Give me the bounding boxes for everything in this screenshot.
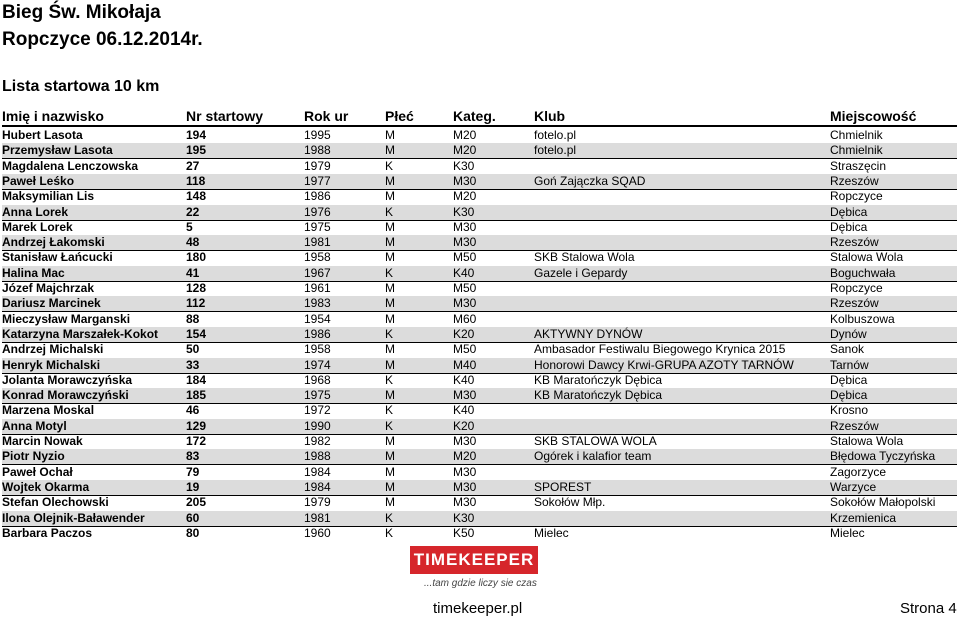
cell-club: Sokołów Młp. <box>534 495 606 510</box>
cell-club: Honorowi Dawcy Krwi-GRUPA AZOTY TARNÓW <box>534 357 794 372</box>
cell-category: K30 <box>453 158 475 173</box>
cell-number: 27 <box>186 158 200 173</box>
col-header-number: Nr startowy <box>186 108 264 124</box>
table-row <box>2 128 957 143</box>
cell-city: Dębica <box>830 204 868 219</box>
cell-name: Marzena Moskal <box>2 403 95 418</box>
cell-category: M20 <box>453 128 477 142</box>
cell-number: 194 <box>186 128 207 142</box>
cell-club: fotelo.pl <box>534 128 577 142</box>
cell-number: 48 <box>186 235 200 250</box>
cell-club: Goń Zajączka SQAD <box>534 173 646 188</box>
timekeeper-logo <box>410 546 538 594</box>
table-row <box>2 327 957 343</box>
col-header-category: Kateg. <box>453 108 496 124</box>
cell-name: Przemysław Lasota <box>2 143 113 158</box>
cell-sex: M <box>385 250 395 265</box>
cell-name: Marek Lorek <box>2 219 73 234</box>
cell-city: Dębica <box>830 219 868 234</box>
cell-category: M20 <box>453 189 477 204</box>
cell-category: M30 <box>453 388 477 403</box>
cell-name: Jolanta Morawczyńska <box>2 372 133 387</box>
cell-city: Błędowa Tyczyńska <box>830 449 936 464</box>
table-row <box>2 358 957 374</box>
cell-sex: K <box>385 326 394 341</box>
cell-city: Rzeszów <box>830 173 879 188</box>
table-row <box>2 419 957 435</box>
cell-year: 1983 <box>304 296 331 311</box>
cell-name: Ilona Olejnik-Baławender <box>2 510 145 525</box>
table-row <box>2 235 957 251</box>
cell-category: M20 <box>453 449 477 464</box>
cell-category: K20 <box>453 326 475 341</box>
cell-name: Marcin Nowak <box>2 434 83 448</box>
cell-club: SPOREST <box>534 479 592 494</box>
cell-number: 112 <box>186 296 206 311</box>
cell-sex: M <box>385 296 395 311</box>
cell-number: 60 <box>186 510 200 525</box>
cell-category: K20 <box>453 418 475 433</box>
cell-year: 1958 <box>304 250 331 265</box>
cell-number: 118 <box>186 173 206 188</box>
cell-name: Halina Mac <box>2 265 65 280</box>
cell-category: K30 <box>453 510 475 525</box>
cell-city: Stalowa Wola <box>830 434 904 448</box>
cell-name: Andrzej Łakomski <box>2 235 105 250</box>
cell-club: Mielec <box>534 525 569 540</box>
cell-category: K30 <box>453 204 475 219</box>
cell-category: M30 <box>453 479 477 494</box>
cell-year: 1979 <box>304 495 331 510</box>
col-header-sex: Płeć <box>385 108 414 124</box>
table-row <box>2 480 957 496</box>
cell-sex: M <box>385 357 395 372</box>
table-row <box>2 189 957 204</box>
logo-wordmark: TIMEKEEPER <box>410 546 538 574</box>
cell-city: Krosno <box>830 403 869 418</box>
cell-city: Rzeszów <box>830 296 879 311</box>
cell-number: 50 <box>186 342 200 357</box>
cell-year: 1975 <box>304 219 331 234</box>
cell-year: 1972 <box>304 403 331 418</box>
cell-city: Krzemienica <box>830 510 897 525</box>
table-row <box>2 511 957 527</box>
col-header-club: Klub <box>534 108 566 124</box>
cell-year: 1968 <box>304 372 331 387</box>
cell-sex: M <box>385 449 395 464</box>
cell-sex: M <box>385 128 395 142</box>
cell-city: Zagorzyce <box>830 464 887 479</box>
cell-number: 148 <box>186 189 207 204</box>
list-subtitle: Lista startowa 10 km <box>2 78 160 95</box>
cell-city: Boguchwała <box>830 265 896 280</box>
cell-sex: K <box>385 372 394 387</box>
cell-name: Mieczysław Marganski <box>2 311 131 326</box>
table-row <box>2 465 957 480</box>
cell-category: M30 <box>453 296 477 311</box>
cell-number: 80 <box>186 525 200 540</box>
cell-name: Wojtek Okarma <box>2 479 90 494</box>
cell-year: 1958 <box>304 342 331 357</box>
cell-sex: K <box>385 525 394 540</box>
cell-sex: M <box>385 495 395 510</box>
cell-city: Sokołów Małopolski <box>830 495 936 510</box>
cell-name: Paweł Leśko <box>2 173 75 188</box>
cell-name: Paweł Ochał <box>2 464 73 479</box>
cell-category: K40 <box>453 265 475 280</box>
cell-category: M50 <box>453 281 477 295</box>
page-title-line1: Bieg Św. Mikołaja <box>2 2 161 23</box>
cell-city: Sanok <box>830 342 865 357</box>
cell-city: Mielec <box>830 525 865 540</box>
cell-number: 185 <box>186 388 207 403</box>
cell-category: K40 <box>453 403 475 418</box>
cell-city: Ropczyce <box>830 281 883 295</box>
cell-sex: M <box>385 219 395 234</box>
cell-number: 5 <box>186 219 193 234</box>
cell-name: Anna Motyl <box>2 418 67 433</box>
table-row <box>2 266 957 282</box>
cell-city: Rzeszów <box>830 418 879 433</box>
cell-sex: M <box>385 235 395 250</box>
cell-city: Rzeszów <box>830 235 879 250</box>
table-row <box>2 281 957 296</box>
cell-year: 1988 <box>304 143 331 158</box>
table-row <box>2 434 957 449</box>
cell-name: Hubert Lasota <box>2 128 83 142</box>
cell-number: 46 <box>186 403 200 418</box>
cell-category: M50 <box>453 342 477 357</box>
cell-club: Ambasador Festiwalu Biegowego Krynica 2015 <box>534 342 786 357</box>
cell-number: 154 <box>186 326 207 341</box>
table-row <box>2 449 957 465</box>
cell-sex: M <box>385 464 395 479</box>
cell-name: Magdalena Lenczowska <box>2 158 139 173</box>
cell-year: 1988 <box>304 449 331 464</box>
page-title-line2: Ropczyce 06.12.2014r. <box>2 29 203 50</box>
cell-name: Józef Majchrzak <box>2 281 95 295</box>
cell-number: 83 <box>186 449 200 464</box>
header-divider <box>2 125 957 127</box>
cell-sex: M <box>385 189 395 204</box>
cell-city: Kolbuszowa <box>830 311 895 326</box>
cell-year: 1990 <box>304 418 331 433</box>
cell-club: fotelo.pl <box>534 143 577 158</box>
cell-city: Ropczyce <box>830 189 883 204</box>
cell-year: 1981 <box>304 235 331 250</box>
table-row <box>2 143 957 159</box>
cell-category: M60 <box>453 311 477 326</box>
cell-name: Stanisław Łańcucki <box>2 250 113 265</box>
cell-number: 184 <box>186 372 207 387</box>
cell-name: Henryk Michalski <box>2 357 101 372</box>
cell-number: 88 <box>186 311 200 326</box>
cell-number: 22 <box>186 204 200 219</box>
cell-sex: K <box>385 204 394 219</box>
cell-category: M30 <box>453 173 477 188</box>
cell-club: AKTYWNY DYNÓW <box>534 326 643 341</box>
cell-year: 1982 <box>304 434 331 448</box>
cell-year: 1954 <box>304 311 331 326</box>
cell-year: 1984 <box>304 464 331 479</box>
table-row <box>2 312 957 327</box>
cell-year: 1961 <box>304 281 331 295</box>
table-row <box>2 159 957 174</box>
cell-category: M30 <box>453 495 477 510</box>
table-row <box>2 220 957 235</box>
cell-city: Chmielnik <box>830 143 883 158</box>
cell-year: 1995 <box>304 128 331 142</box>
table-row <box>2 296 957 312</box>
cell-category: M30 <box>453 219 477 234</box>
cell-sex: M <box>385 479 395 494</box>
cell-name: Katarzyna Marszałek-Kokot <box>2 326 159 341</box>
cell-number: 129 <box>186 418 207 433</box>
cell-city: Warzyce <box>830 479 877 494</box>
cell-category: K40 <box>453 372 475 387</box>
table-row <box>2 388 957 404</box>
cell-club: KB Maratończyk Dębica <box>534 388 663 403</box>
cell-category: M30 <box>453 235 477 250</box>
footer-website: timekeeper.pl <box>433 600 523 617</box>
cell-city: Tarnów <box>830 357 869 372</box>
cell-club: KB Maratończyk Dębica <box>534 372 663 387</box>
cell-sex: M <box>385 281 395 295</box>
cell-sex: K <box>385 510 394 525</box>
table-row <box>2 250 957 265</box>
table-row <box>2 526 957 541</box>
cell-sex: M <box>385 388 395 403</box>
cell-number: 41 <box>186 265 200 280</box>
cell-city: Dębica <box>830 372 868 387</box>
cell-number: 33 <box>186 357 200 372</box>
cell-year: 1984 <box>304 479 331 494</box>
cell-club: Ogórek i kalafior team <box>534 449 652 464</box>
table-row <box>2 373 957 388</box>
cell-name: Maksymilian Lis <box>2 189 95 204</box>
cell-year: 1977 <box>304 173 331 188</box>
cell-category: M40 <box>453 357 477 372</box>
cell-club: SKB STALOWA WOLA <box>534 434 657 448</box>
table-row <box>2 205 957 221</box>
cell-club: Gazele i Gepardy <box>534 265 628 280</box>
col-header-year: Rok ur <box>304 108 349 124</box>
table-row <box>2 495 957 510</box>
cell-sex: K <box>385 265 394 280</box>
footer-page-number: Strona 4 <box>900 600 957 617</box>
cell-name: Andrzej Michalski <box>2 342 104 357</box>
cell-city: Dynów <box>830 326 867 341</box>
table-row <box>2 342 957 357</box>
cell-sex: M <box>385 434 395 448</box>
logo-tagline: ...tam gdzie liczy sie czas <box>424 578 537 589</box>
cell-number: 180 <box>186 250 207 265</box>
cell-sex: K <box>385 158 394 173</box>
cell-year: 1986 <box>304 189 331 204</box>
cell-number: 195 <box>186 143 207 158</box>
cell-name: Dariusz Marcinek <box>2 296 101 311</box>
cell-sex: M <box>385 143 395 158</box>
cell-number: 205 <box>186 495 207 510</box>
cell-sex: M <box>385 311 395 326</box>
cell-city: Stalowa Wola <box>830 250 904 265</box>
cell-year: 1975 <box>304 388 331 403</box>
cell-name: Anna Lorek <box>2 204 69 219</box>
cell-year: 1974 <box>304 357 331 372</box>
cell-city: Chmielnik <box>830 128 883 142</box>
cell-sex: K <box>385 418 394 433</box>
cell-category: M30 <box>453 434 477 448</box>
cell-club: SKB Stalowa Wola <box>534 250 635 265</box>
cell-name: Piotr Nyzio <box>2 449 65 464</box>
cell-city: Straszęcin <box>830 158 887 173</box>
col-header-city: Miejscowość <box>830 108 917 124</box>
cell-name: Barbara Paczos <box>2 525 93 540</box>
cell-number: 19 <box>186 479 200 494</box>
cell-category: M30 <box>453 464 477 479</box>
cell-category: K50 <box>453 525 475 540</box>
col-header-name: Imię i nazwisko <box>2 108 104 124</box>
table-row <box>2 174 957 190</box>
cell-sex: M <box>385 342 395 357</box>
cell-name: Konrad Morawczyński <box>2 388 129 403</box>
cell-year: 1986 <box>304 326 331 341</box>
cell-year: 1979 <box>304 158 331 173</box>
cell-number: 172 <box>186 434 207 448</box>
cell-year: 1976 <box>304 204 331 219</box>
cell-category: M20 <box>453 143 477 158</box>
cell-sex: M <box>385 173 395 188</box>
cell-sex: K <box>385 403 394 418</box>
cell-number: 79 <box>186 464 200 479</box>
cell-name: Stefan Olechowski <box>2 495 109 510</box>
cell-category: M50 <box>453 250 477 265</box>
cell-year: 1981 <box>304 510 331 525</box>
cell-year: 1967 <box>304 265 331 280</box>
cell-city: Dębica <box>830 388 868 403</box>
table-row <box>2 403 957 418</box>
cell-year: 1960 <box>304 525 331 540</box>
cell-number: 128 <box>186 281 207 295</box>
